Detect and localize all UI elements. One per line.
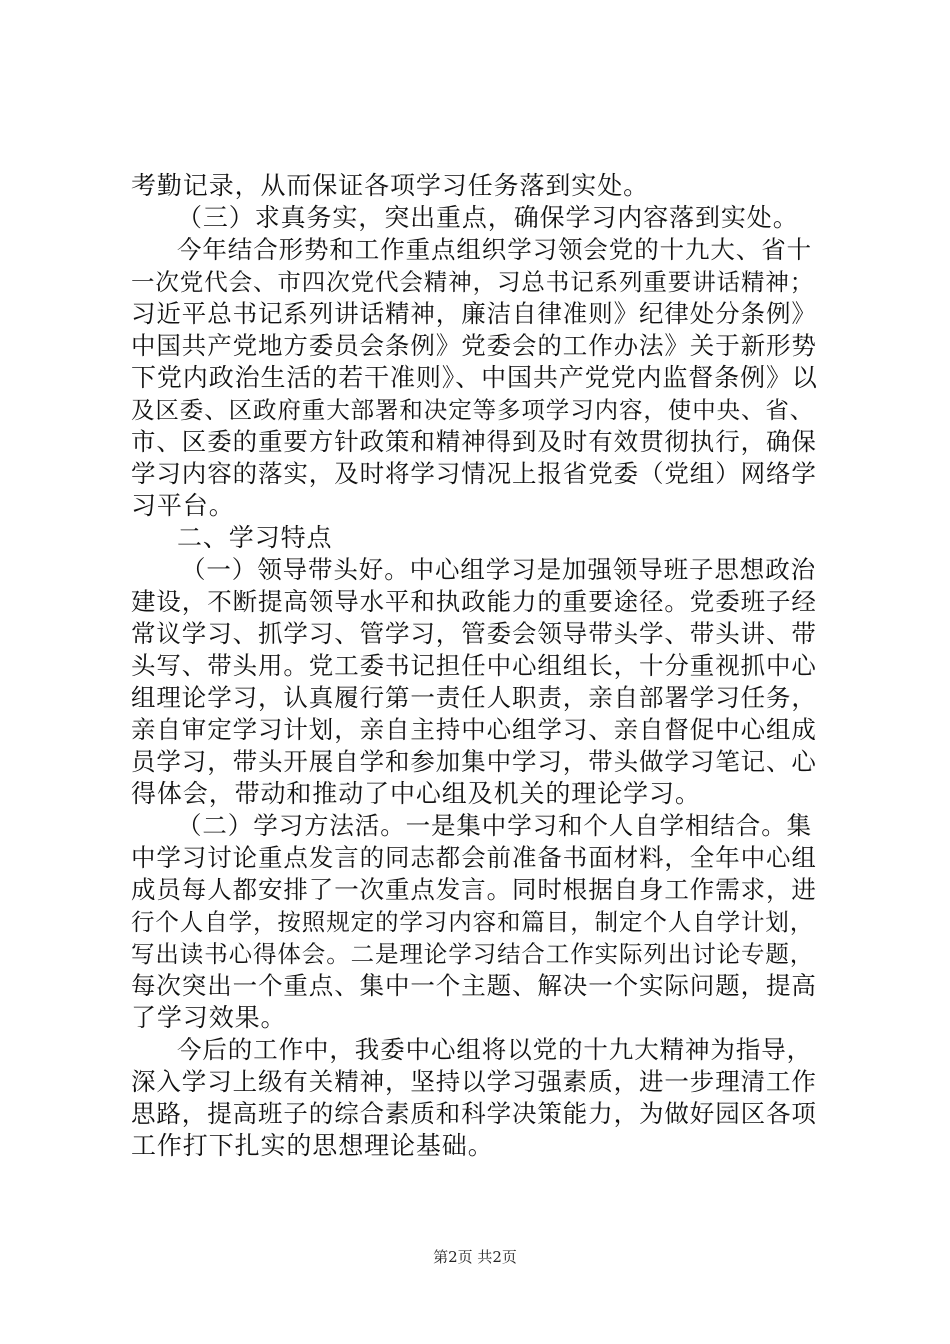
text-line: 今后的工作中，我委中心组将以党的十九大精神为指导，: [177, 1035, 812, 1064]
text-line: 市、区委的重要方针政策和精神得到及时有效贯彻执行，确保: [131, 427, 817, 456]
text-line: 每次突出一个重点、集中一个主题、解决一个实际问题，提高: [131, 971, 817, 1000]
text-line: 工作打下扎实的思想理论基础。: [131, 1131, 494, 1160]
text-line: 习近平总书记系列讲话精神，廉洁自律准则》纪律处分条例》: [131, 299, 817, 328]
text-line: 思路，提高班子的综合素质和科学决策能力，为做好园区各项: [131, 1099, 817, 1128]
page-footer: 第2页 共2页: [433, 1248, 517, 1266]
text-line: 及区委、区政府重大部署和决定等多项学习内容，使中央、省、: [131, 396, 815, 424]
text-line: 行个人自学，按照规定的学习内容和篇目，制定个人自学计划，: [131, 908, 815, 936]
text-line: 亲自审定学习计划，亲自主持中心组学习、亲自督促中心组成: [131, 715, 817, 744]
text-line: （一）领导带头好。中心组学习是加强领导班子思想政治: [181, 555, 816, 584]
text-line: 了学习效果。: [131, 1003, 287, 1032]
text-line: 成员每人都安排了一次重点发言。同时根据自身工作需求，进: [131, 875, 817, 904]
text-line: 今年结合形势和工作重点组织学习领会党的十九大、省十: [177, 235, 812, 264]
text-line: 常议学习、抓学习、管学习，管委会领导带头学、带头讲、带: [131, 619, 817, 648]
text-line: 考勤记录，从而保证各项学习任务落到实处。: [131, 171, 650, 200]
text-line: （二）学习方法活。一是集中学习和个人自学相结合。集: [177, 811, 812, 840]
text-line: 写出读书心得体会。二是理论学习结合工作实际列出讨论专题，: [131, 940, 815, 968]
text-line: 深入学习上级有关精神，坚持以学习强素质，进一步理清工作: [131, 1067, 817, 1096]
text-line: 员学习，带头开展自学和参加集中学习，带头做学习笔记、心: [131, 747, 817, 776]
text-line: 组理论学习，认真履行第一责任人职责，亲自部署学习任务，: [131, 683, 817, 712]
text-line: 中学习讨论重点发言的同志都会前准备书面材料，全年中心组: [131, 843, 817, 872]
text-line: 中国共产党地方委员会条例》党委会的工作办法》关于新形势: [131, 331, 817, 360]
text-line: 二、学习特点: [177, 523, 333, 552]
document-body: [131, 170, 821, 1162]
text-line: 得体会，带动和推动了中心组及机关的理论学习。: [131, 779, 701, 808]
text-line: 学习内容的落实，及时将学习情况上报省党委（党组）网络学: [131, 459, 817, 488]
text-line: （三）求真务实，突出重点，确保学习内容落到实处。: [177, 203, 799, 232]
text-line: 建设，不断提高领导水平和执政能力的重要途径。党委班子经: [131, 587, 817, 616]
text-line: 头写、带头用。党工委书记担任中心组组长，十分重视抓中心: [131, 651, 817, 680]
text-line: 一次党代会、市四次党代会精神，习总书记系列重要讲话精神；: [131, 268, 815, 296]
text-line: 习平台。: [131, 491, 235, 520]
text-line: 下党内政治生活的若干准则》、中国共产党党内监督条例》以: [131, 363, 818, 392]
